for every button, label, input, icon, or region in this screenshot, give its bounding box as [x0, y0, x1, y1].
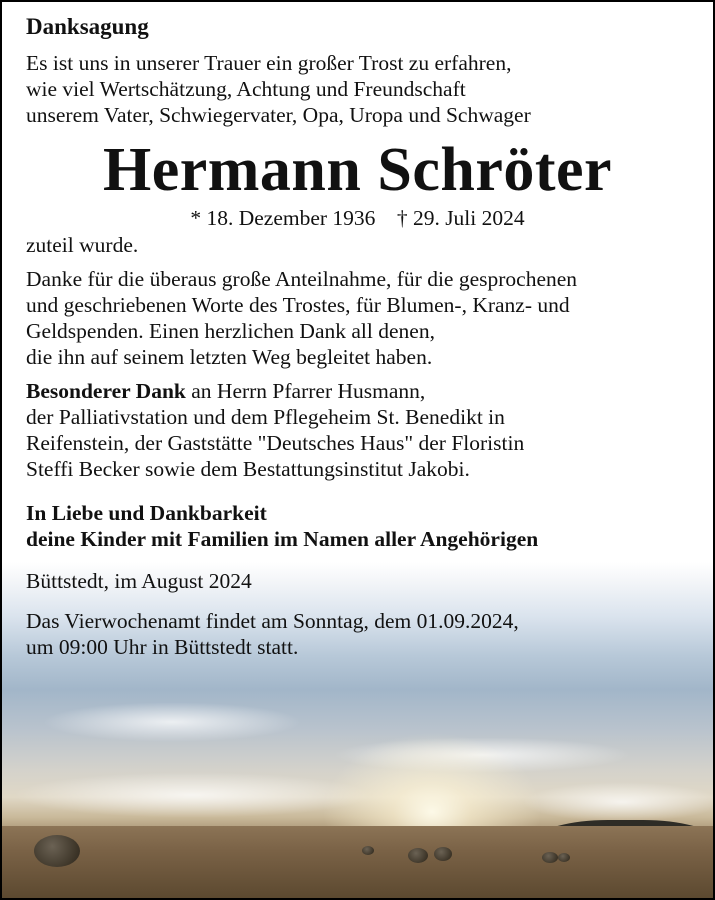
- signature: [26, 500, 699, 552]
- thanks-line: Geldspenden. Einen herzlichen Dank all denen,: [26, 319, 435, 343]
- special-thanks-paragraph: [26, 378, 699, 482]
- cloud: [42, 702, 302, 742]
- service-line: um 09:00 Uhr in Büttstedt statt.: [26, 635, 299, 659]
- intro-end: zuteil wurde.: [26, 233, 139, 257]
- death-date: † 29. Juli 2024: [396, 206, 525, 230]
- thanks-line: Danke für die überaus große Anteilnahme, für die gesprochenen: [26, 267, 578, 291]
- thanks-line: und geschriebenen Worte des Trostes, für Blumen-, Kranz- und: [26, 293, 570, 317]
- special-thanks-line: Steffi Becker sowie dem Bestattungsinstitut Jakobi.: [26, 457, 470, 481]
- notice-heading: Danksagung: [26, 14, 149, 39]
- special-thanks-first-line: [26, 378, 699, 404]
- thanks-paragraph: [26, 266, 699, 370]
- hay-bale: [362, 846, 374, 855]
- special-thanks-line: der Palliativstation und dem Pflegeheim St. Benedikt in: [26, 405, 505, 429]
- signature-line: In Liebe und Dankbarkeit: [26, 501, 267, 525]
- signature-line: deine Kinder mit Familien im Namen aller Angehörigen: [26, 527, 539, 551]
- place-date: Büttstedt, im August 2024: [26, 569, 252, 593]
- thanks-line: die ihn auf seinem letzten Weg begleitet haben.: [26, 345, 433, 369]
- service-info: [26, 608, 699, 660]
- intro-line: wie viel Wertschätzung, Achtung und Freundschaft: [26, 77, 466, 101]
- special-thanks-rest: an Herrn Pfarrer Husmann,: [185, 379, 426, 403]
- hay-bale: [542, 852, 558, 863]
- intro-paragraph: [26, 50, 699, 128]
- deceased-name: Hermann Schröter: [102, 136, 613, 204]
- birth-date: * 18. Dezember 1936: [190, 206, 376, 230]
- hay-bale: [34, 835, 80, 867]
- cloud: [12, 772, 372, 818]
- cloud: [522, 782, 715, 822]
- intro-line: unserem Vater, Schwiegervater, Opa, Uropa und Schwager: [26, 103, 531, 127]
- notice-text: [26, 12, 699, 660]
- intro-line: Es ist uns in unserer Trauer ein großer Trost zu erfahren,: [26, 51, 512, 75]
- special-thanks-label: Besonderer Dank: [26, 379, 186, 403]
- service-line: Das Vierwochenamt findet am Sonntag, dem 01.09.2024,: [26, 609, 519, 633]
- hay-bale: [558, 853, 570, 862]
- life-dates: [2, 204, 713, 232]
- stubble-field: [2, 826, 713, 898]
- special-thanks-line: Reifenstein, der Gaststätte "Deutsches Haus" der Floristin: [26, 431, 525, 455]
- hay-bale: [408, 848, 428, 863]
- hay-bale: [434, 847, 452, 861]
